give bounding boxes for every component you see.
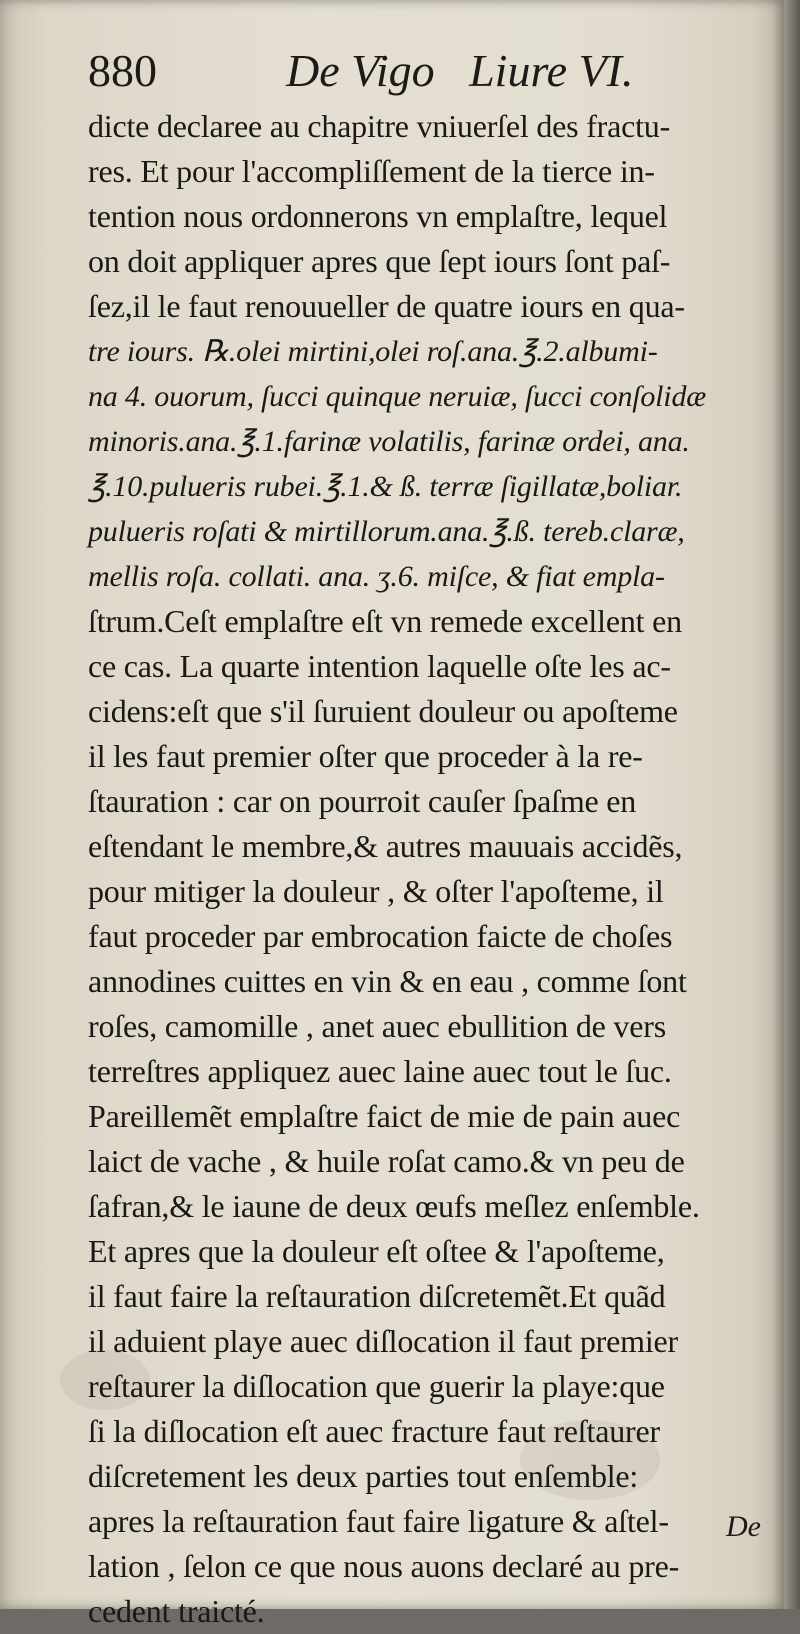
text-line: annodines cuittes en vin & en eau , comme ſont xyxy=(88,963,687,999)
text-line: dicte declaree au chapitre vniuerſel des fractu- xyxy=(88,108,671,144)
page-header xyxy=(88,42,778,102)
text-line: laict de vache , & huile roſat camo.& vn peu de xyxy=(88,1143,685,1179)
text-line: cidens:eſt que s'il ſuruient douleur ou apoſteme xyxy=(88,693,678,729)
text-line: ſez,il le faut renouueller de quatre iours en qua- xyxy=(88,288,685,324)
text-line: ce cas. La quarte intention laquelle oſte les ac- xyxy=(88,648,671,684)
text-line: ſtauration : car on pourroit cauſer ſpaſme en xyxy=(88,783,637,819)
text-line: eſtendant le membre,& autres mauuais accidẽs, xyxy=(88,828,683,864)
body-text xyxy=(88,104,768,1634)
text-line: on doit appliquer apres que ſept iours ſont paſ- xyxy=(88,243,671,279)
text-line: apres la reſtauration faut faire ligature & aſtel- xyxy=(88,1503,669,1539)
text-line: mellis roſa. collati. ana. ʒ.6. miſce, & fiat empla- xyxy=(88,560,665,593)
running-title: De Vigo Liure VI. xyxy=(286,45,634,96)
text-line: res. Et pour l'accompliſſement de la tierce in- xyxy=(88,153,655,189)
text-line: minoris.ana.℥.1.farinæ volatilis, farinæ ordei, ana. xyxy=(88,425,690,458)
text-line: ſi la diſlocation eſt auec fracture faut reſtaurer xyxy=(88,1413,660,1449)
text-line: tention nous ordonnerons vn emplaſtre, lequel xyxy=(88,198,668,234)
text-line: na 4. ouorum, ſucci quinque neruiæ, ſucci conſolidæ xyxy=(88,380,707,413)
text-line: roſes, camomille , anet auec ebullition de vers xyxy=(88,1008,666,1044)
text-line: Pareillemẽt emplaſtre faict de mie de pain auec xyxy=(88,1098,681,1134)
text-line: faut proceder par embrocation faicte de choſes xyxy=(88,918,673,954)
catchword: De xyxy=(726,1510,761,1543)
text-line: cedent traicté. xyxy=(88,1593,265,1629)
text-line: diſcretement les deux parties tout enſemble: xyxy=(88,1458,639,1494)
text-line: il les faut premier oſter que proceder à la re- xyxy=(88,738,643,774)
text-line: il aduient playe auec diſlocation il faut premier xyxy=(88,1323,678,1359)
text-line: il faut faire la reſtauration diſcretemẽt.Et quãd xyxy=(88,1278,666,1314)
text-line: lation , ſelon ce que nous auons declaré au pre- xyxy=(88,1548,680,1584)
text-line: ſtrum.Ceſt emplaſtre eſt vn remede excellent en xyxy=(88,603,682,639)
page-edge xyxy=(784,0,800,1609)
text-line: tre iours. ℞.olei mirtini,olei roſ.ana.℥.2.albumi- xyxy=(88,335,658,368)
text-line: reſtaurer la diſlocation que guerir la playe:que xyxy=(88,1368,665,1404)
text-line: Et apres que la douleur eſt oſtee & l'apoſteme, xyxy=(88,1233,665,1269)
text-line: terreſtres appliquez auec laine auec tout le ſuc. xyxy=(88,1053,672,1089)
text-line: ſafran,& le iaune de deux œufs meſlez enſemble. xyxy=(88,1188,700,1224)
text-line: pour mitiger la douleur , & oſter l'apoſteme, il xyxy=(88,873,664,909)
page-number: 880 xyxy=(88,45,157,96)
text-line: ℥.10.pulueris rubei.℥.1.& ß. terræ ſigillatæ,boliar. xyxy=(88,470,683,503)
text-line: pulueris roſati & mirtillorum.ana.℥.ß. tereb.claræ, xyxy=(88,515,685,548)
